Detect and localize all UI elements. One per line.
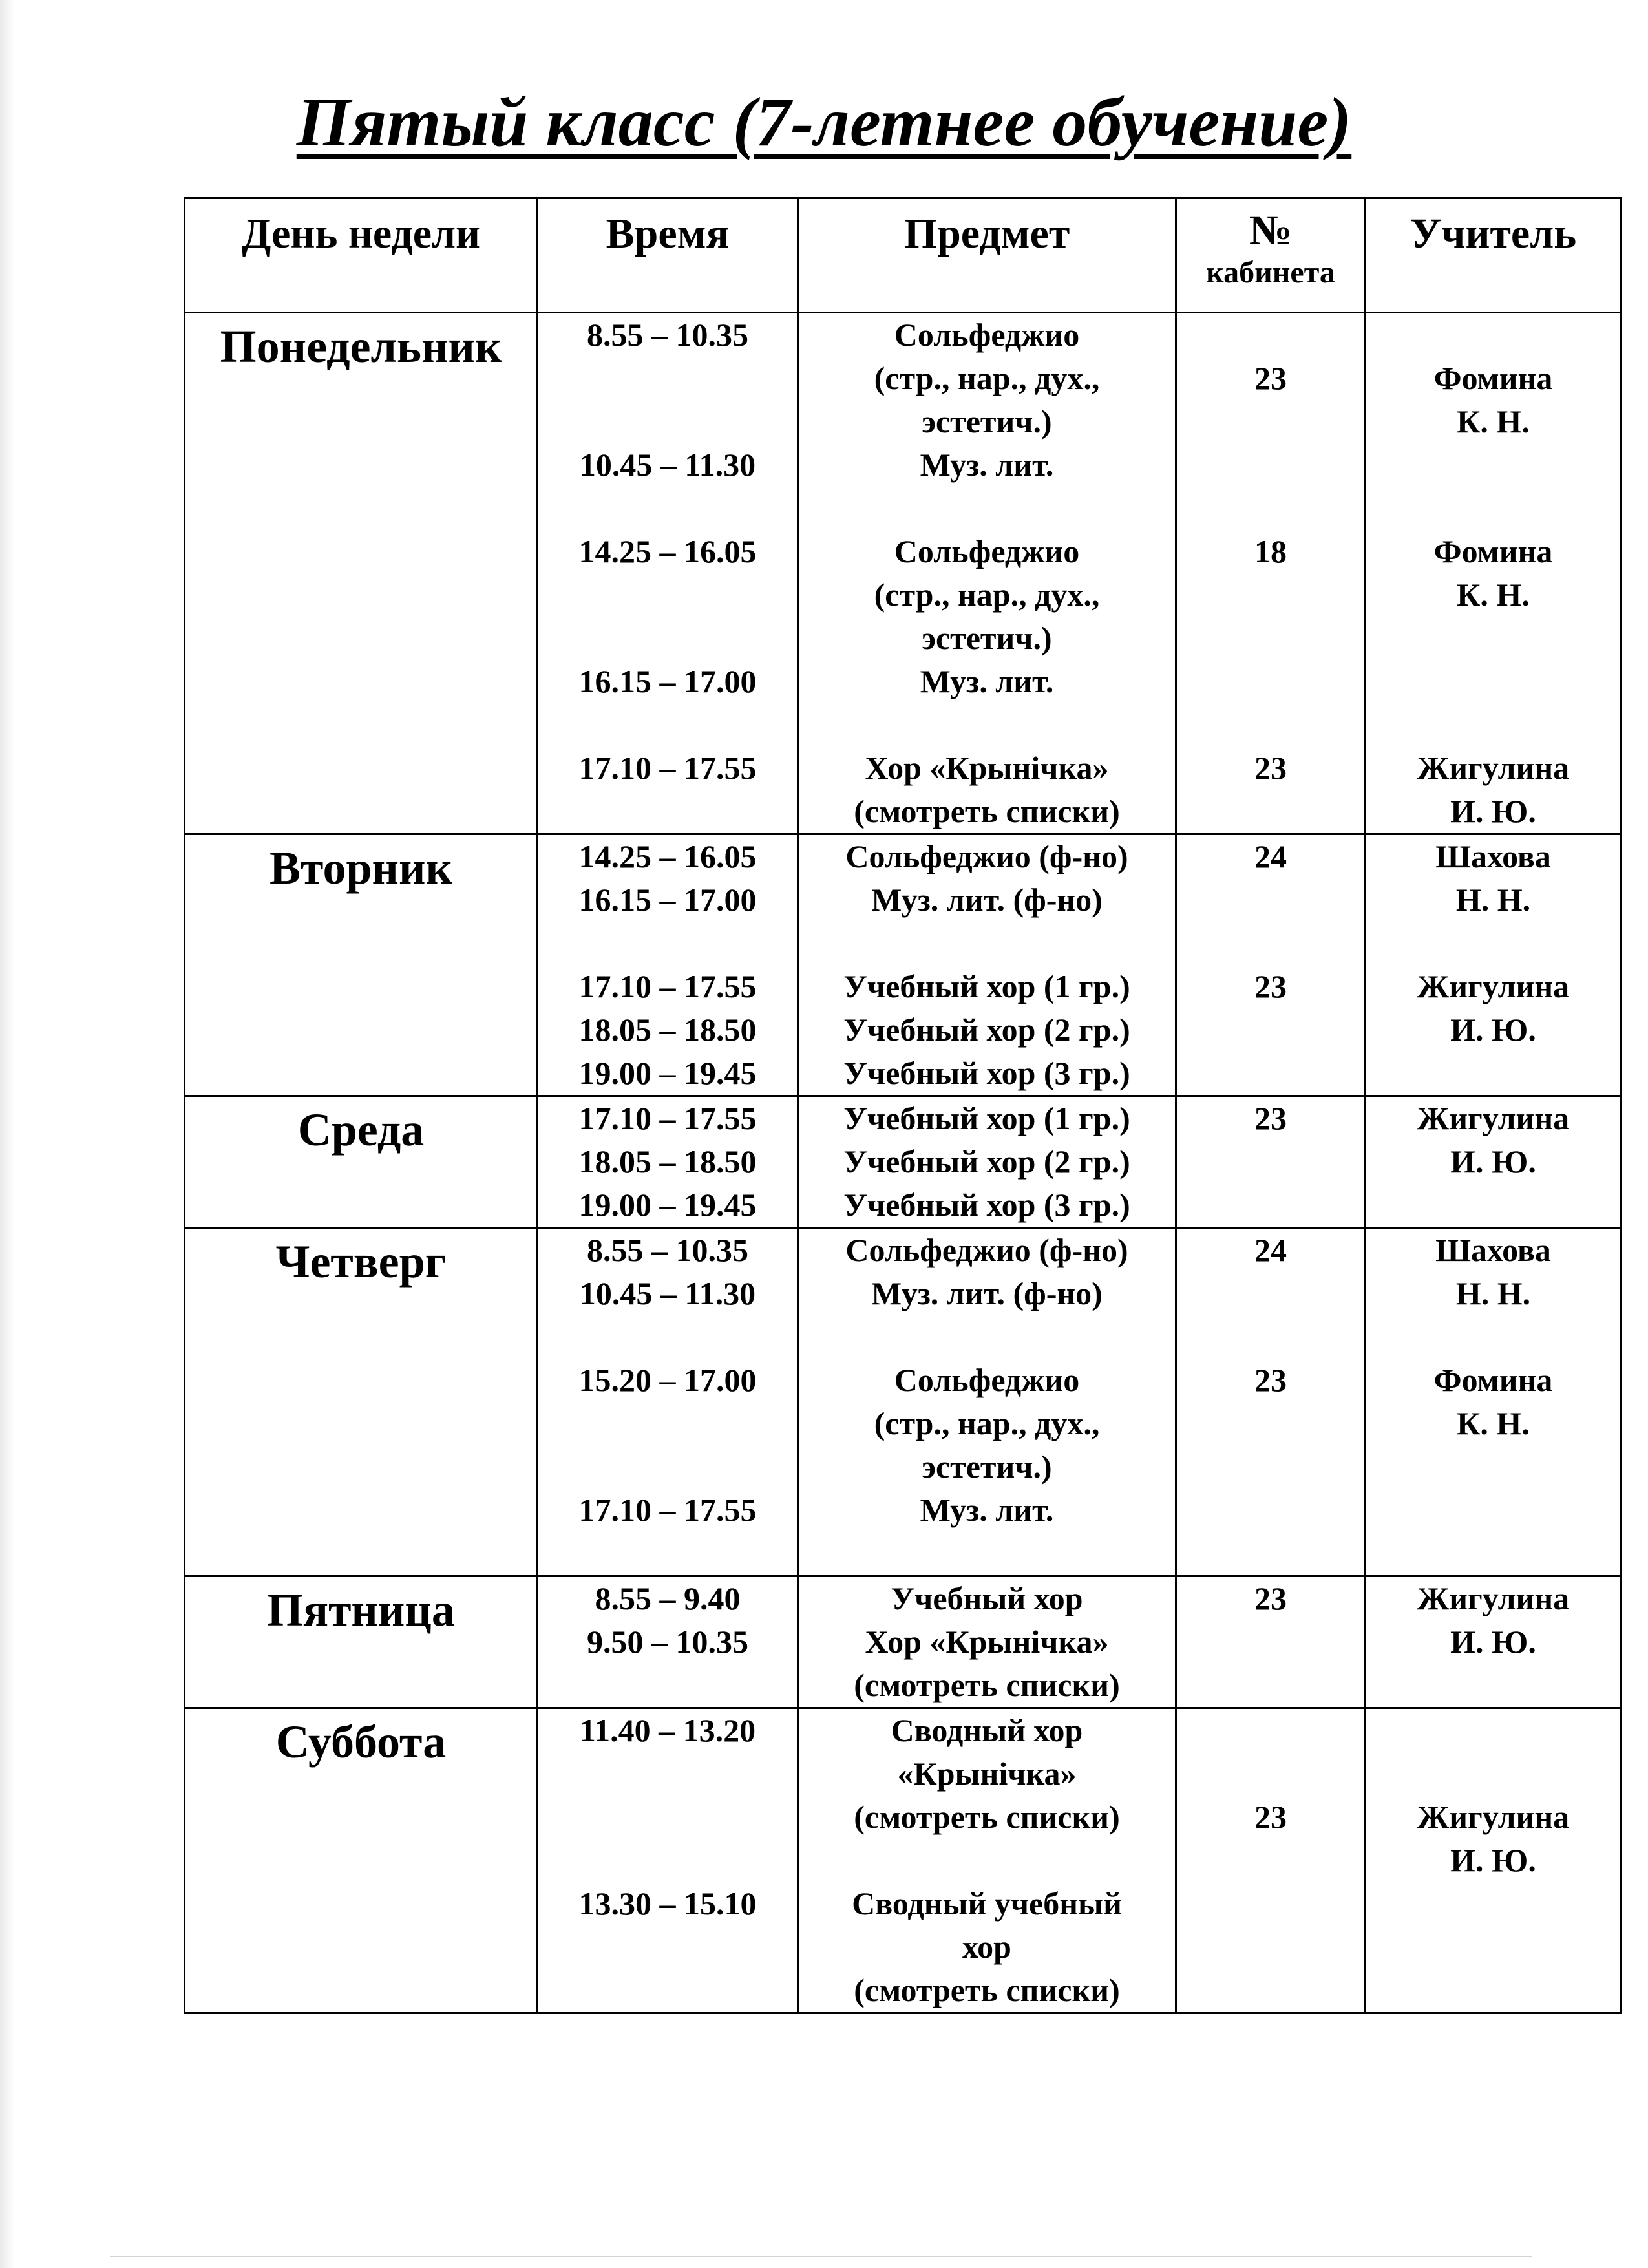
time-line: 17.10 – 17.55 — [578, 750, 757, 786]
subject-line: Учебный хор (3 гр.) — [843, 1187, 1130, 1223]
teacher-line: И. Ю. — [1450, 1143, 1536, 1180]
blank-line — [1177, 1402, 1364, 1445]
time-cell — [538, 1228, 798, 1576]
blank-line — [1177, 1489, 1364, 1532]
blank-line — [538, 1315, 797, 1359]
blank-line — [799, 1532, 1175, 1575]
teacher-line: Фомина — [1433, 1362, 1553, 1398]
blank-line — [1366, 1489, 1620, 1532]
room-line: 18 — [1254, 533, 1287, 569]
page-title: Пятый класс (7-летнее обучение) — [296, 84, 1352, 161]
subject-line: Учебный хор (2 гр.) — [843, 1012, 1130, 1048]
time-cell — [538, 834, 798, 1096]
subject-line: эстетич.) — [922, 620, 1052, 656]
room-line: 23 — [1254, 750, 1287, 786]
blank-line — [1177, 1839, 1364, 1882]
blank-line — [538, 1664, 797, 1707]
blank-line — [538, 790, 797, 833]
time-line: 13.30 – 15.10 — [578, 1885, 757, 1922]
teacher-line: К. Н. — [1457, 1405, 1530, 1441]
teacher-cell — [1366, 1708, 1622, 2013]
subject-line: эстетич.) — [922, 403, 1052, 440]
subject-line: (смотреть списки) — [854, 1972, 1120, 2008]
blank-line — [1366, 443, 1620, 487]
subject-line: Учебный хор (3 гр.) — [843, 1055, 1130, 1091]
subject-line: Сольфеджио — [894, 317, 1080, 353]
teacher-line: И. Ю. — [1450, 1842, 1536, 1878]
teacher-line: Жигулина — [1417, 1100, 1570, 1136]
teacher-line: Жигулина — [1417, 750, 1570, 786]
blank-line — [799, 703, 1175, 747]
time-line: 8.55 – 10.35 — [587, 317, 748, 353]
blank-line — [1177, 1752, 1364, 1796]
header-day: День недели — [185, 198, 538, 313]
subject-line: Учебный хор — [891, 1580, 1083, 1616]
teacher-line: Н. Н. — [1455, 882, 1531, 918]
blank-line — [1177, 1140, 1364, 1183]
subject-line: Сводный учебный — [852, 1885, 1122, 1922]
blank-line — [538, 1402, 797, 1445]
blank-line — [1177, 922, 1364, 965]
blank-line — [538, 1969, 797, 2012]
subject-line: Учебный хор (1 гр.) — [843, 1100, 1130, 1136]
room-line: 23 — [1254, 1362, 1287, 1398]
blank-line — [1177, 313, 1364, 357]
room-cell — [1176, 1576, 1366, 1708]
blank-line — [538, 1925, 797, 1969]
schedule-row — [185, 1708, 1622, 2013]
time-line: 15.20 – 17.00 — [578, 1362, 757, 1398]
blank-line — [1366, 617, 1620, 660]
teacher-line: Фомина — [1433, 533, 1553, 569]
teacher-line: И. Ю. — [1450, 793, 1536, 829]
teacher-line: Фомина — [1433, 360, 1553, 396]
blank-line — [538, 703, 797, 747]
time-line: 10.45 – 11.30 — [579, 1275, 756, 1311]
blank-line — [1366, 487, 1620, 530]
blank-line — [1177, 1052, 1364, 1095]
time-line: 9.50 – 10.35 — [587, 1624, 748, 1660]
teacher-line: Шахова — [1435, 1232, 1551, 1268]
subject-line: Муз. лит. — [920, 447, 1054, 483]
time-cell — [538, 1708, 798, 2013]
day-cell: Понедельник — [185, 313, 538, 834]
blank-line — [1366, 1969, 1620, 2012]
blank-line — [1177, 487, 1364, 530]
schedule-body — [185, 313, 1622, 2013]
schedule-row — [185, 834, 1622, 1096]
subject-line: хор — [962, 1929, 1011, 1965]
header-time: Время — [538, 198, 798, 313]
subject-line: (смотреть списки) — [854, 1799, 1120, 1835]
subject-line: (смотреть списки) — [854, 1667, 1120, 1703]
blank-line — [1177, 1272, 1364, 1315]
blank-line — [1177, 1882, 1364, 1925]
teacher-cell — [1366, 834, 1622, 1096]
schedule-row — [185, 1228, 1622, 1576]
subject-line: (стр., нар., дух., — [874, 360, 1100, 396]
blank-line — [538, 922, 797, 965]
header-room — [1176, 198, 1366, 313]
time-cell — [538, 313, 798, 834]
room-line: 23 — [1254, 1799, 1287, 1835]
room-line: 23 — [1254, 360, 1287, 396]
blank-line — [1177, 1008, 1364, 1052]
schedule-row — [185, 1576, 1622, 1708]
scan-artifact-line — [110, 2256, 1532, 2257]
blank-line — [1177, 660, 1364, 703]
teacher-line: И. Ю. — [1450, 1624, 1536, 1660]
day-cell: Вторник — [185, 834, 538, 1096]
time-line: 11.40 – 13.20 — [579, 1712, 756, 1748]
subject-line: Сольфеджио (ф-но) — [845, 838, 1128, 874]
blank-line — [1366, 313, 1620, 357]
room-line: 23 — [1254, 1580, 1287, 1616]
blank-line — [1366, 1882, 1620, 1925]
blank-line — [1177, 1532, 1364, 1575]
blank-line — [538, 1445, 797, 1489]
blank-line — [538, 617, 797, 660]
subject-line: (стр., нар., дух., — [874, 577, 1100, 613]
teacher-line: К. Н. — [1457, 577, 1530, 613]
day-cell: Среда — [185, 1096, 538, 1228]
time-line: 17.10 – 17.55 — [578, 1492, 757, 1528]
blank-line — [538, 573, 797, 617]
blank-line — [1366, 1052, 1620, 1095]
blank-line — [1177, 573, 1364, 617]
room-cell — [1176, 1228, 1366, 1576]
teacher-line: Шахова — [1435, 838, 1551, 874]
header-room-number-sign: № — [1249, 207, 1293, 254]
blank-line — [1177, 703, 1364, 747]
subject-cell — [798, 1096, 1176, 1228]
subject-line: Муз. лит. — [920, 1492, 1054, 1528]
schedule-table — [184, 197, 1622, 2014]
time-line: 18.05 – 18.50 — [578, 1012, 757, 1048]
teacher-line: И. Ю. — [1450, 1012, 1536, 1048]
scan-edge-shadow — [0, 0, 14, 2268]
time-line: 17.10 – 17.55 — [578, 1100, 757, 1136]
blank-line — [1366, 1664, 1620, 1707]
subject-line: Хор «Крынiчка» — [865, 750, 1109, 786]
blank-line — [538, 1532, 797, 1575]
blank-line — [1177, 1315, 1364, 1359]
day-cell: Суббота — [185, 1708, 538, 2013]
time-cell — [538, 1576, 798, 1708]
subject-line: Учебный хор (2 гр.) — [843, 1143, 1130, 1180]
header-row — [185, 198, 1622, 313]
subject-line: Муз. лит. (ф-но) — [871, 882, 1103, 918]
blank-line — [1366, 1315, 1620, 1359]
time-line: 19.00 – 19.45 — [578, 1055, 757, 1091]
time-line: 19.00 – 19.45 — [578, 1187, 757, 1223]
schedule-row — [185, 313, 1622, 834]
day-cell: Четверг — [185, 1228, 538, 1576]
subject-line: (смотреть списки) — [854, 793, 1120, 829]
teacher-line: К. Н. — [1457, 403, 1530, 440]
room-cell — [1176, 834, 1366, 1096]
day-cell: Пятница — [185, 1576, 538, 1708]
blank-line — [538, 487, 797, 530]
blank-line — [1366, 1183, 1620, 1227]
subject-line: Сольфеджио — [894, 533, 1080, 569]
blank-line — [538, 1796, 797, 1839]
blank-line — [1177, 1709, 1364, 1752]
blank-line — [1177, 1969, 1364, 2012]
blank-line — [538, 1839, 797, 1882]
teacher-line: Н. Н. — [1455, 1275, 1531, 1311]
blank-line — [1177, 790, 1364, 833]
room-line: 23 — [1254, 968, 1287, 1004]
subject-cell — [798, 313, 1176, 834]
teacher-cell — [1366, 1576, 1622, 1708]
blank-line — [538, 1752, 797, 1796]
time-line: 16.15 – 17.00 — [578, 882, 757, 918]
time-cell — [538, 1096, 798, 1228]
time-line: 14.25 – 16.05 — [578, 533, 757, 569]
teacher-cell — [1366, 1096, 1622, 1228]
subject-line: Сводный хор — [891, 1712, 1083, 1748]
subject-line: Муз. лит. (ф-но) — [871, 1275, 1103, 1311]
subject-line: Сольфеджио (ф-но) — [845, 1232, 1128, 1268]
blank-line — [1177, 1925, 1364, 1969]
time-line: 17.10 – 17.55 — [578, 968, 757, 1004]
blank-line — [1366, 1752, 1620, 1796]
blank-line — [538, 400, 797, 443]
blank-line — [1177, 1183, 1364, 1227]
time-line: 16.15 – 17.00 — [578, 663, 757, 699]
header-teacher: Учитель — [1366, 198, 1622, 313]
room-cell — [1176, 1096, 1366, 1228]
teacher-line: Жигулина — [1417, 1580, 1570, 1616]
blank-line — [538, 357, 797, 400]
room-line: 23 — [1254, 1100, 1287, 1136]
blank-line — [1366, 1532, 1620, 1575]
time-line: 8.55 – 10.35 — [587, 1232, 748, 1268]
room-cell — [1176, 313, 1366, 834]
subject-line: Хор «Крынiчка» — [865, 1624, 1109, 1660]
blank-line — [799, 487, 1175, 530]
teacher-line: Жигулина — [1417, 1799, 1570, 1835]
schedule-row — [185, 1096, 1622, 1228]
subject-cell — [798, 1708, 1176, 2013]
teacher-line: Жигулина — [1417, 968, 1570, 1004]
blank-line — [799, 1315, 1175, 1359]
teacher-cell — [1366, 1228, 1622, 1576]
teacher-cell — [1366, 313, 1622, 834]
time-line: 18.05 – 18.50 — [578, 1143, 757, 1180]
blank-line — [1366, 1925, 1620, 1969]
blank-line — [1366, 1709, 1620, 1752]
blank-line — [1366, 660, 1620, 703]
blank-line — [799, 922, 1175, 965]
blank-line — [1177, 1445, 1364, 1489]
blank-line — [1177, 878, 1364, 922]
blank-line — [1366, 1445, 1620, 1489]
room-line: 24 — [1254, 838, 1287, 874]
time-line: 14.25 – 16.05 — [578, 838, 757, 874]
header-subject: Предмет — [798, 198, 1176, 313]
blank-line — [1177, 443, 1364, 487]
subject-cell — [798, 1576, 1176, 1708]
subject-cell — [798, 1228, 1176, 1576]
blank-line — [1366, 703, 1620, 747]
header-room-label: кабинета — [1206, 255, 1335, 290]
subject-line: Учебный хор (1 гр.) — [843, 968, 1130, 1004]
subject-cell — [798, 834, 1176, 1096]
time-line: 10.45 – 11.30 — [579, 447, 756, 483]
blank-line — [1177, 1620, 1364, 1664]
blank-line — [1177, 400, 1364, 443]
blank-line — [799, 1839, 1175, 1882]
subject-line: Сольфеджио — [894, 1362, 1080, 1398]
room-cell — [1176, 1708, 1366, 2013]
subject-line: (стр., нар., дух., — [874, 1405, 1100, 1441]
blank-line — [1177, 1664, 1364, 1707]
blank-line — [1177, 617, 1364, 660]
room-line: 24 — [1254, 1232, 1287, 1268]
subject-line: «Крынiчка» — [897, 1755, 1077, 1792]
subject-line: эстетич.) — [922, 1448, 1052, 1485]
blank-line — [1366, 922, 1620, 965]
time-line: 8.55 – 9.40 — [595, 1580, 741, 1616]
subject-line: Муз. лит. — [920, 663, 1054, 699]
